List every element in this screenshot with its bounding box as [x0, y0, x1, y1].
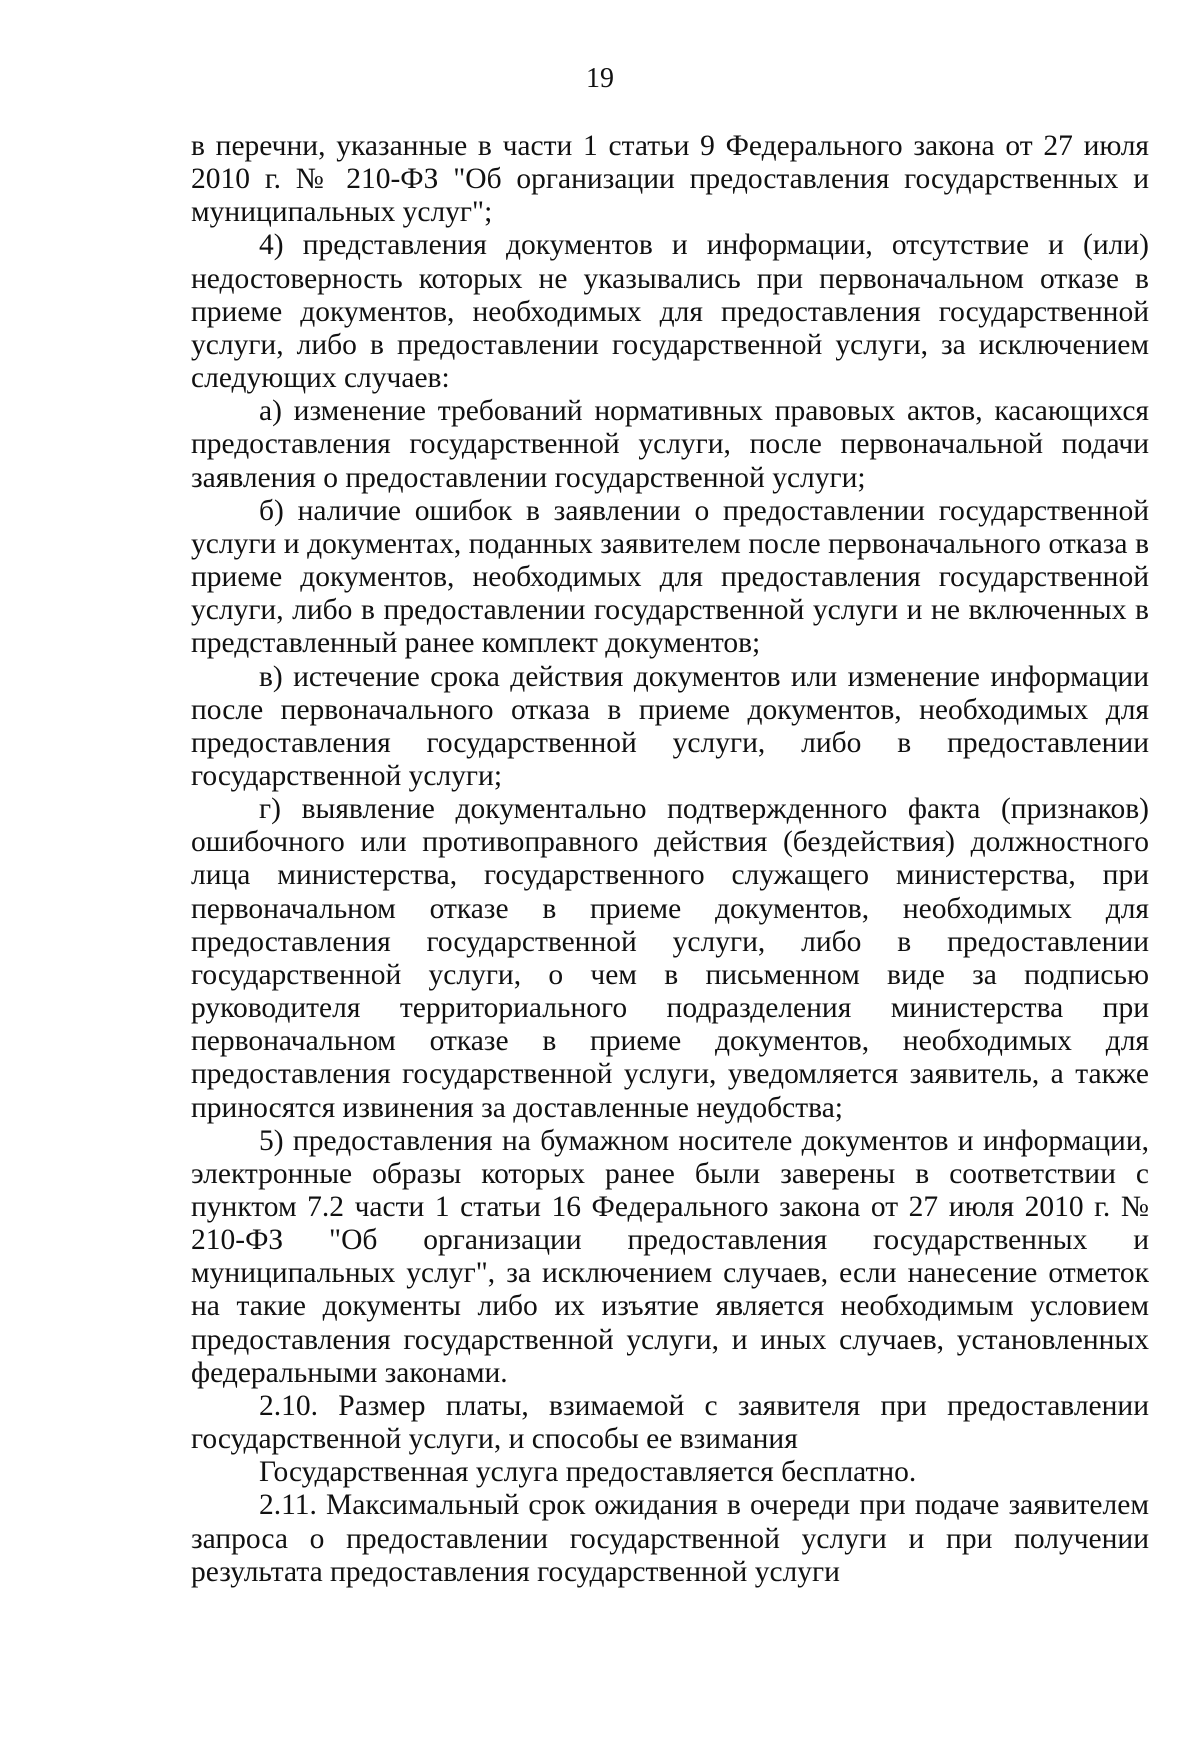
paragraph-free-of-charge: Государственная услуга предоставляется бесплатно.	[259, 1456, 917, 1489]
paragraph-subitem-v: в) истечение срока действия документов или изменение информации после первоначального отказа в приеме документов, необходимых для предоставления государственной услуги, либо в предоставлении государственной услуги;	[191, 660, 1149, 792]
section-heading-2-11: 2.11. Максимальный срок ожидания в очереди при подаче заявителем запроса о предоставлении государственной услуги и при получении результата предоставления государственной услуги	[191, 1489, 1149, 1588]
paragraph-subitem-a: а) изменение требований нормативных правовых актов, касающихся предоставления государственной услуги, после первоначальной подачи заявления о предоставлении государственной услуги;	[191, 395, 1149, 494]
paragraph-subitem-b: б) наличие ошибок в заявлении о предоставлении государственной услуги и документах, поданных заявителем после первоначального отказа в приеме документов, необходимых для предоставления государственной услуги, либо в предоставлении государственной услуги и не включенных в представленный ранее комплект документов;	[191, 494, 1149, 660]
paragraph-subitem-g: г) выявление документально подтвержденного факта (признаков) ошибочного или противоправного действия (бездействия) должностного лица министерства, государственного служащего министерства, при первоначальном отказе в приеме документов, необходимых для предоставления государственной услуги, либо в предоставлении государственной услуги, о чем в письменном виде за подписью руководителя территориального подразделения министерства при первоначальном отказе в приеме документов, необходимых для предоставления государственной услуги, уведомляется заявитель, а также приносятся извинения за доставленные неудобства;	[191, 793, 1149, 1124]
paragraph-continuation: в перечни, указанные в части 1 статьи 9 Федерального закона от 27 июля 2010 г. № 210-ФЗ "Об организации предоставления государственных и муниципальных услуг";	[191, 130, 1149, 229]
section-heading-2-10: 2.10. Размер платы, взимаемой с заявителя при предоставлении государственной услуги, и способы ее взимания	[191, 1389, 1149, 1456]
paragraph-item-5: 5) предоставления на бумажном носителе документов и информации, электронные образы которых ранее были заверены в соответствии с пунктом 7.2 части 1 статьи 16 Федерального закона от 27 июля 2010 г. № 210-ФЗ "Об организации предоставления государственных и муниципальных услуг", за исключением случаев, если нанесение отметок на такие документы либо их изъятие является необходимым условием предоставления государственной услуги, и иных случаев, установленных федеральными законами.	[191, 1124, 1149, 1389]
document-body	[191, 130, 1149, 1589]
paragraph-item-4: 4) представления документов и информации, отсутствие и (или) недостоверность которых не указывались при первоначальном отказе в приеме документов, необходимых для предоставления государственной услуги, либо в предоставлении государственной услуги, за исключением следующих случаев:	[191, 229, 1149, 395]
page-number: 19	[586, 63, 614, 94]
